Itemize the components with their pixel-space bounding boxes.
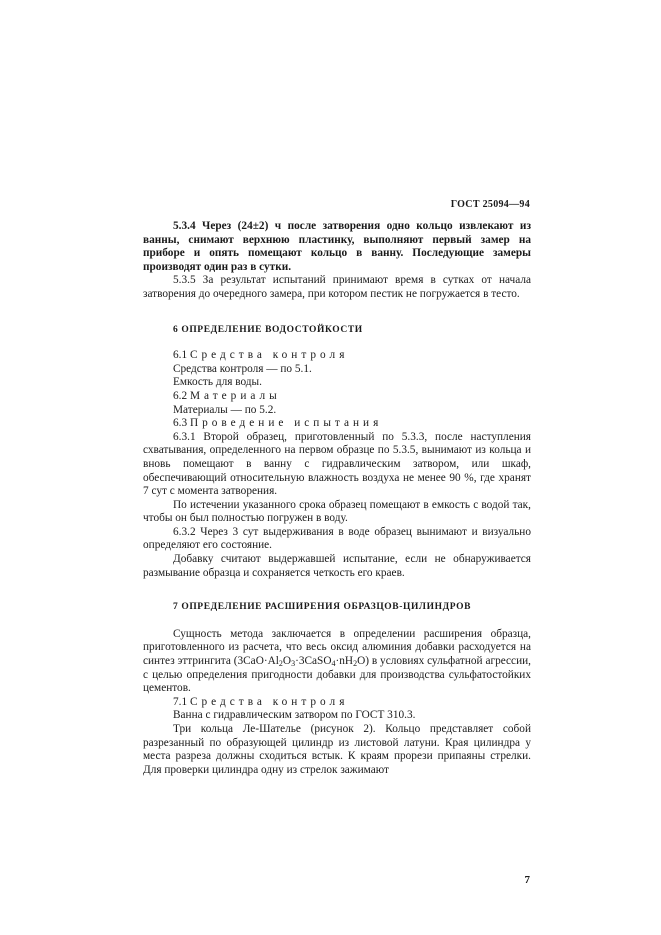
- paragraph: Материалы — по 5.2.: [173, 403, 277, 416]
- page-content: [143, 220, 531, 777]
- subsection-number: 7.1: [173, 695, 188, 708]
- paragraph: Ванна с гидравлическим затвором по ГОСТ 310.3.: [173, 709, 416, 722]
- text-fragment: ·3CaSO: [295, 655, 332, 668]
- subsection-title: Средства контроля: [189, 695, 349, 708]
- document-header: ГОСТ 25094—94: [450, 199, 530, 210]
- subsection-title: Средства контроля: [189, 349, 349, 362]
- subscript: 4: [331, 659, 336, 669]
- subsection-number: 6.1: [173, 349, 188, 362]
- subsection-6-2-heading: [143, 390, 531, 404]
- paragraph: Емкость для воды.: [173, 376, 262, 389]
- clause-number: 5.3.5: [173, 274, 196, 287]
- clause-number: 5.3.4: [173, 220, 196, 232]
- subsection-6-3-heading: [143, 417, 531, 431]
- subsection-6-1-heading: [143, 349, 531, 363]
- paragraph: По истечении указанного срока образец помещают в емкость с водой так, чтобы он был полностью погружен в воду.: [143, 498, 531, 525]
- paragraph: [143, 628, 531, 696]
- text-fragment: Сущность метода заключается в определении расширения образца, приготовленного из расчета, что весь оксид алюминия добавки расходуется на синтез эттрингита (3CaO·Al: [143, 627, 531, 668]
- subsection-number: 6.3: [173, 417, 188, 430]
- clause-text: Через (24±2) ч после затворения одно кольцо извлекают из ванны, снимают верхнюю пластинку, выполняют первый замер на приборе и опять помещают кольцо в ванну. Последующие замеры производят один раз в сутки.: [143, 220, 531, 273]
- subscript: 2: [353, 659, 358, 669]
- subsection-title: Материалы: [189, 389, 281, 402]
- paragraph: Добавку считают выдержавшей испытание, если не обнаруживается размывание образца и сохраняется четкость его краев.: [143, 553, 531, 579]
- text-fragment: O) в условиях сульфатной агрессии, с целью определения пригодности добавки для производства сульфатостойких цементов.: [143, 655, 531, 695]
- paragraph: Три кольца Ле-Шателье (рисунок 2). Кольцо представляет собой разрезанный по образующей цилиндр из листовой латуни. Края цилиндра у места разреза должны сходиться встык. К краям прорези припаяны стрелки. Для проверки цилиндра одну из стрелок зажимают: [143, 723, 531, 776]
- clause-6-3-2: 6.3.2 Через 3 сут выдерживания в воде образец вынимают и визуально определяют его состояние.: [143, 525, 531, 552]
- paragraph: Средства контроля — по 5.1.: [173, 362, 312, 375]
- subscript: 2: [278, 659, 283, 669]
- subsection-title: Проведение испытания: [189, 417, 383, 430]
- subsection-7-1-heading: [143, 696, 531, 710]
- section-7-heading: 7 ОПРЕДЕЛЕНИЕ РАСШИРЕНИЯ ОБРАЗЦОВ-ЦИЛИНДРОВ: [173, 602, 472, 613]
- subscript: 3: [291, 659, 296, 669]
- clause-5-3-5: [143, 274, 531, 301]
- clause-text: За результат испытаний принимают время в сутках от начала затворения до очередного замера, при котором пестик не погружается в тесто.: [143, 274, 531, 300]
- clause-5-3-4: [143, 220, 531, 274]
- page-number: 7: [524, 874, 530, 886]
- subsection-number: 6.2: [173, 389, 188, 402]
- text-fragment: O: [282, 655, 292, 668]
- clause-6-3-1: 6.3.1 Второй образец, приготовленный по 5.3.3, после наступления схватывания, определенного на первом образце по 5.3.5, вынимают из кольца и вновь помещают в ванну с гидравлическим затвором, или шкаф, обеспечивающий относительную влажность воздуха не менее 90 %, где хранят 7 сут с момента затворения.: [143, 430, 531, 498]
- text-fragment: ·nH: [335, 655, 354, 668]
- section-6-heading: 6 ОПРЕДЕЛЕНИЕ ВОДОСТОЙКОСТИ: [173, 324, 363, 335]
